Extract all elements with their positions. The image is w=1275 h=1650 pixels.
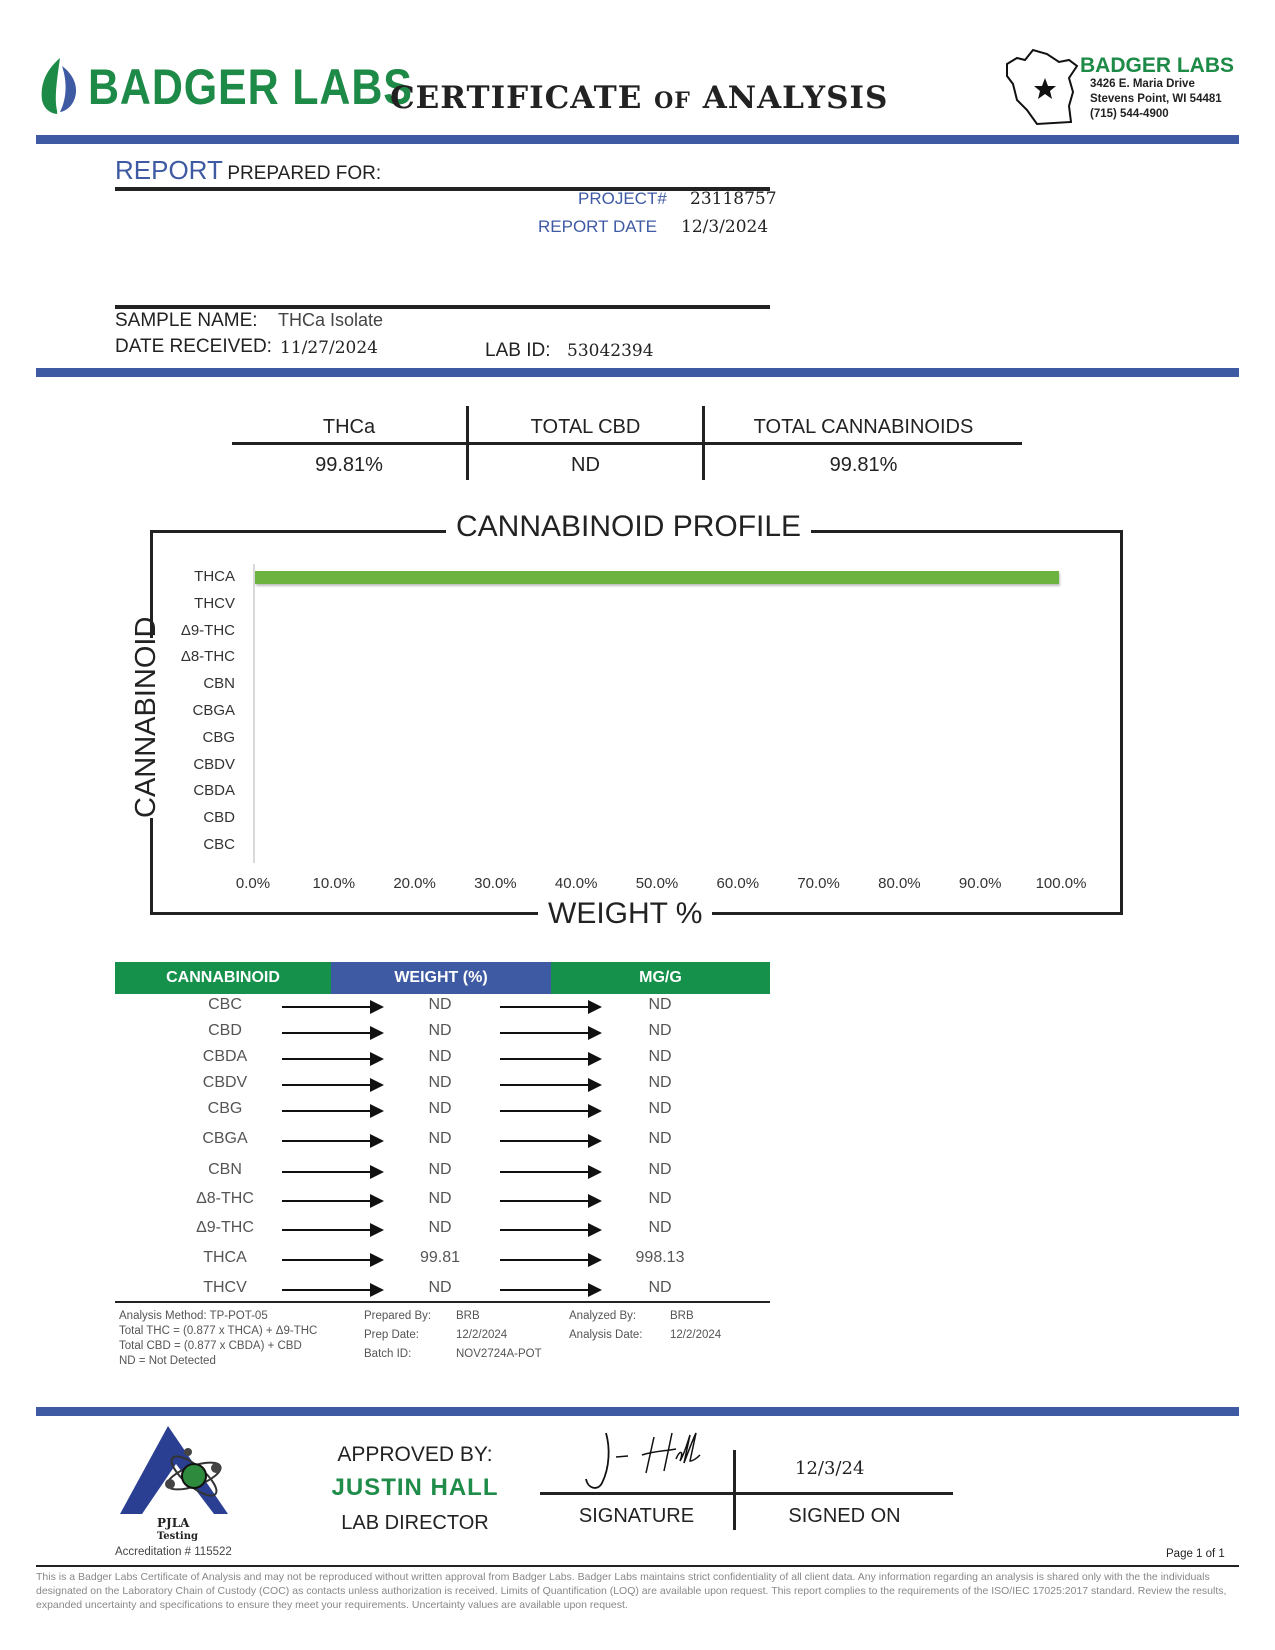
arrow-icon — [282, 1110, 382, 1112]
arrow-icon — [500, 1259, 600, 1261]
y-tick-label: CBC — [203, 836, 235, 853]
sample-name-label: SAMPLE NAME: — [115, 310, 258, 331]
footer-disclaimer: This is a Badger Labs Certificate of Analysis and may not be reproduced without written approval from Badger Labs. Badger Labs maintains strict confidentiality of all client data. Any information regarding an analysis is shared only with the the individuals designated on the Laboratory Chain of Custody (COC) as contacts unless authorization is received. Limits of Quantification (LOQ) are available upon request. This report complies to the requirements of the ISO/IEC 17025:2017 standard. Review the results, expanded uncertainty and specifications to ensure they meet your requirements. Uncertainty values are available upon request. — [36, 1571, 1227, 1611]
table-cell-cannabinoid: THCA — [203, 1249, 247, 1266]
table-cell-cannabinoid: Δ9-THC — [196, 1219, 254, 1236]
summary-thca-value: 99.81% — [315, 454, 383, 476]
table-cell-weight: ND — [428, 996, 452, 1013]
y-tick-label: CBN — [203, 675, 235, 693]
table-cell-weight: ND — [428, 1279, 452, 1296]
footer-rule — [36, 1565, 1239, 1567]
table-cell-cannabinoid: THCV — [203, 1279, 247, 1296]
address-phone: (715) 544-4900 — [1090, 108, 1169, 120]
x-tick-label: 100.0% — [1035, 875, 1087, 892]
table-bottom-rule — [115, 1301, 770, 1303]
arrow-icon — [500, 1171, 600, 1173]
approver-role: LAB DIRECTOR — [341, 1512, 489, 1534]
x-tick-label: 70.0% — [797, 875, 840, 892]
arrow-icon — [282, 1200, 382, 1202]
table-cell-cannabinoid: CBC — [208, 996, 242, 1013]
chart-y-axis-line — [253, 564, 255, 863]
pjla-label: PJLA — [157, 1516, 190, 1530]
chart-x-axis-label: WEIGHT % — [538, 897, 712, 931]
prep-date-label: Prep Date: — [364, 1329, 419, 1341]
y-tick-label: Δ9-THC — [180, 621, 235, 639]
analyzed-by-label: Analyzed By: — [569, 1310, 637, 1322]
table-cell-weight: ND — [428, 1161, 452, 1178]
batch-id-label: Batch ID: — [364, 1348, 412, 1360]
table-cell-cannabinoid: CBG — [207, 1100, 243, 1117]
chart-bar-thca — [255, 571, 1059, 584]
signed-date: 12/3/24 — [795, 1458, 865, 1479]
arrow-icon — [500, 1140, 600, 1142]
x-tick-label: 0.0% — [235, 875, 271, 892]
arrow-icon — [282, 1140, 382, 1142]
table-cell-cannabinoid: CBDV — [202, 1074, 248, 1091]
table-cell-mgg: ND — [648, 1279, 672, 1296]
batch-id-value: NOV2724A-POT — [456, 1348, 542, 1360]
arrow-icon — [500, 1200, 600, 1202]
report-date-value: 12/3/2024 — [681, 217, 769, 237]
handwritten-signature — [580, 1427, 710, 1497]
prepared-by-value: BRB — [456, 1310, 480, 1322]
accreditation-number: Accreditation # 115522 — [115, 1546, 232, 1558]
x-tick-label: 20.0% — [393, 875, 436, 892]
arrow-icon — [282, 1084, 382, 1086]
y-tick-label: Δ8-THC — [180, 648, 235, 666]
report-date-label: REPORT DATE — [538, 217, 658, 236]
table-cell-weight: ND — [428, 1190, 452, 1207]
address-company: BADGER LABS — [1080, 54, 1235, 77]
arrow-icon — [282, 1259, 382, 1261]
analysis-date-label: Analysis Date: — [569, 1329, 643, 1341]
x-tick-label: 80.0% — [878, 875, 921, 892]
table-cell-weight: 99.81 — [419, 1249, 461, 1266]
arrow-icon — [282, 1229, 382, 1231]
logo-text: BADGER LABS — [88, 59, 413, 115]
y-tick-label: CBGA — [192, 702, 235, 719]
lab-id-value: 53042394 — [567, 341, 654, 361]
arrow-icon — [500, 1006, 600, 1008]
date-received-value: 11/27/2024 — [280, 338, 378, 358]
table-cell-weight: ND — [428, 1219, 452, 1236]
chart-y-axis-label: CANNABINOID — [130, 616, 162, 818]
note-method: Analysis Method: TP-POT-05 — [119, 1310, 268, 1322]
date-received-label: DATE RECEIVED: — [115, 336, 272, 357]
project-value: 23118757 — [690, 189, 777, 209]
chart-title: CANNABINOID PROFILE — [446, 510, 811, 544]
table-cell-cannabinoid: CBDA — [202, 1048, 248, 1065]
arrow-icon — [500, 1058, 600, 1060]
arrow-icon — [500, 1229, 600, 1231]
table-cell-mgg: ND — [648, 1190, 672, 1207]
approver-name: JUSTIN HALL — [331, 1474, 499, 1501]
table-cell-mgg: ND — [648, 1161, 672, 1178]
arrow-icon — [282, 1171, 382, 1173]
table-cell-mgg: ND — [648, 1074, 672, 1091]
y-tick-label: CBD — [203, 809, 235, 827]
summary-total-cbd-value: ND — [571, 454, 600, 476]
table-cell-cannabinoid: Δ8-THC — [196, 1190, 254, 1207]
table-cell-mgg: ND — [648, 1100, 672, 1117]
project-label: PROJECT# — [578, 189, 667, 208]
sample-name-value: THCa Isolate — [278, 310, 384, 330]
arrow-icon — [500, 1289, 600, 1291]
x-tick-label: 50.0% — [635, 875, 679, 892]
summary-thca-label: THCa — [322, 416, 376, 438]
x-tick-label: 90.0% — [958, 875, 1002, 892]
analysis-date-value: 12/2/2024 — [670, 1329, 722, 1341]
table-cell-weight: ND — [428, 1130, 452, 1147]
table-cell-cannabinoid: CBGA — [202, 1130, 248, 1147]
table-cell-mgg: ND — [648, 1048, 672, 1065]
table-header-mgg: MG/G — [551, 962, 770, 994]
arrow-icon — [282, 1006, 382, 1008]
signed-on-label: SIGNED ON — [788, 1505, 901, 1527]
table-cell-mgg: ND — [648, 1219, 672, 1236]
y-tick-label: CBDA — [193, 782, 235, 800]
summary-total-cannabinoids-value: 99.81% — [829, 454, 898, 476]
arrow-icon — [500, 1084, 600, 1086]
y-tick-label: CBG — [202, 728, 235, 746]
table-cell-cannabinoid: CBN — [208, 1161, 242, 1178]
pjla-accreditation-logo-icon — [118, 1424, 236, 1516]
arrow-icon — [282, 1289, 382, 1291]
y-tick-label: THCV — [194, 594, 235, 612]
note-total-cbd: Total CBD = (0.877 x CBDA) + CBD — [119, 1340, 302, 1352]
arrow-icon — [282, 1058, 382, 1060]
table-cell-cannabinoid: CBD — [208, 1022, 242, 1039]
table-cell-mgg: 998.13 — [635, 1249, 685, 1266]
page-number: Page 1 of 1 — [1166, 1548, 1225, 1560]
table-cell-weight: ND — [428, 1074, 452, 1091]
prepared-by-label: Prepared By: — [364, 1310, 432, 1322]
table-header-weight: WEIGHT (%) — [331, 962, 551, 994]
approved-by-label: APPROVED BY: — [337, 1443, 493, 1466]
signature-label: SIGNATURE — [578, 1505, 695, 1527]
signature-rule — [540, 1492, 953, 1495]
arrow-icon — [282, 1032, 382, 1034]
x-tick-label: 10.0% — [312, 875, 356, 892]
lab-id-label: LAB ID: — [485, 340, 551, 361]
table-cell-weight: ND — [428, 1100, 452, 1117]
note-total-thc: Total THC = (0.877 x THCA) + Δ9-THC — [119, 1325, 318, 1337]
arrow-icon — [500, 1110, 600, 1112]
prep-date-value: 12/2/2024 — [456, 1329, 508, 1341]
arrow-icon — [500, 1032, 600, 1034]
table-cell-mgg: ND — [648, 1130, 672, 1147]
table-cell-mgg: ND — [648, 1022, 672, 1039]
pjla-testing: Testing — [157, 1531, 198, 1542]
x-tick-label: 60.0% — [716, 875, 760, 892]
note-nd: ND = Not Detected — [119, 1355, 216, 1367]
x-tick-label: 40.0% — [554, 875, 598, 892]
y-tick-label: THCA — [194, 568, 235, 585]
analyzed-by-value: BRB — [670, 1310, 694, 1322]
table-cell-weight: ND — [428, 1022, 452, 1039]
approval-divider — [36, 1407, 1239, 1416]
table-cell-weight: ND — [428, 1048, 452, 1065]
address-city: Stevens Point, WI 54481 — [1090, 93, 1222, 105]
report-heading: REPORT PREPARED FOR: — [115, 155, 382, 185]
x-tick-label: 30.0% — [474, 875, 517, 892]
address-street: 3426 E. Maria Drive — [1090, 78, 1195, 90]
summary-total-cannabinoids-label: TOTAL CANNABINOIDS — [753, 416, 974, 438]
table-header-cannabinoid: CANNABINOID — [115, 962, 331, 994]
table-cell-mgg: ND — [648, 996, 672, 1013]
page-title: CERTIFICATE OF ANALYSIS — [390, 80, 889, 116]
y-tick-label: CBDV — [193, 755, 235, 773]
summary-total-cbd-label: TOTAL CBD — [530, 416, 641, 438]
